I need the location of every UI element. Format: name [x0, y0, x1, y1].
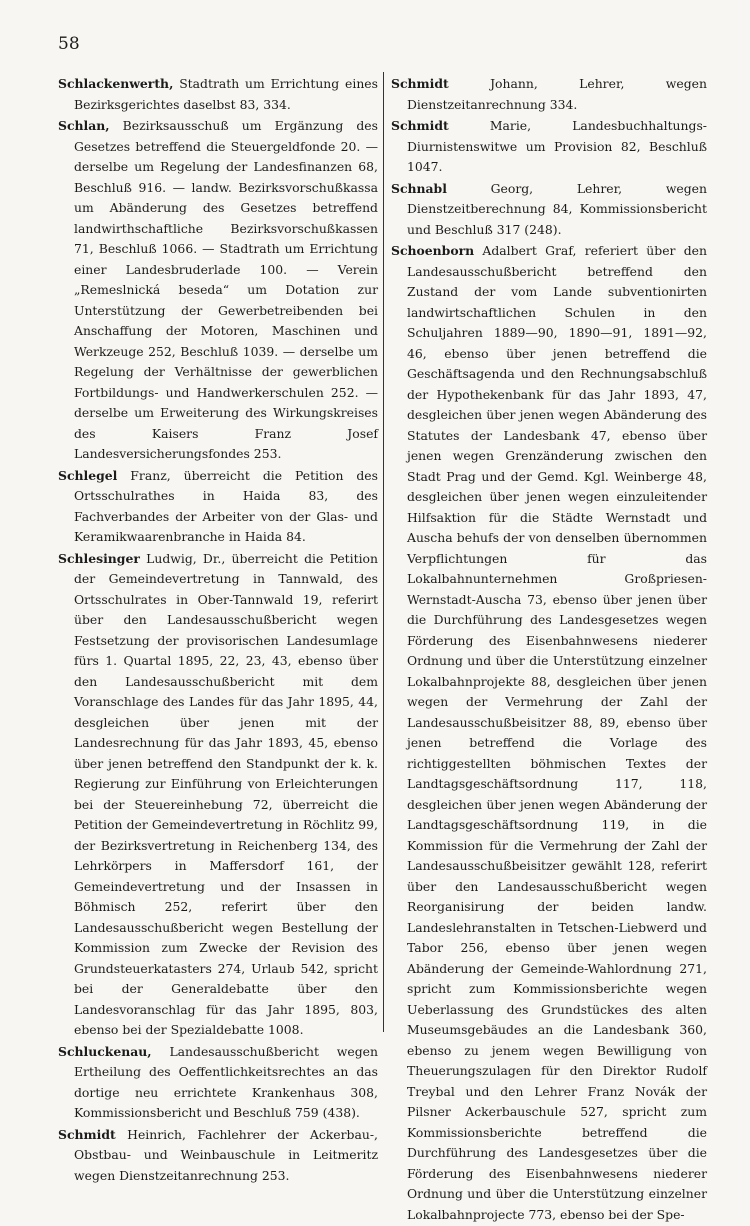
index-entry: [391, 241, 707, 1225]
index-entry: [58, 549, 378, 1041]
entry-text: Ludwig, Dr., überreicht die Petition der Gemeindevertretung in Tannwald, des Ortsschulrates in Ober-Tannwald 19, referirt über den Landesausschußbericht wegen Festsetzung der provisorischen Landesumlage fürs 1. Quartal 1895, 22, 23, 43, ebenso über den Landesausschußbericht mit dem Voranschlage des Landes für das Jahr 1895, 44, desgleichen über jenen mit der Landesrechnung für das Jahr 1893, 45, ebenso über jenen betreffend den Standpunkt der k. k. Regierung zur Einführung von Erleichterungen bei der Steuereinhebung 72, überreicht die Petition der Gemeindevertretung in Röchlitz 99, der Bezirksvertretung in Reichenberg 134, des Lehrkörpers in Maffersdorf 161, der Gemeindevertretung und der Insassen in Böhmisch 252, referirt über den Landesausschußbericht wegen Bestellung der Kommission zum Zwecke der Revision des Grundsteuerkatasters 274, Urlaub 542, spricht bei der Generaldebatte über den Landesvoranschlag für das Jahr 1895, 803, ebenso bei der Spezialdebatte 1008.: [74, 550, 378, 1037]
index-entry: [58, 1042, 378, 1124]
entry-name: Schlackenwerth,: [58, 76, 174, 91]
entry-name: Schlesinger: [58, 550, 140, 566]
entry-name: Schlan,: [58, 118, 110, 133]
entry-name: Schoenborn: [391, 243, 475, 258]
entry-text: Landesausschußbericht wegen Ertheilung des Oeffentlichkeitsrechtes an das dortige neu errichtete Krankenhaus 308, Kommissionsbericht und Beschluß 759 (438).: [74, 1043, 378, 1120]
entry-text: Franz, überreicht die Petition des Ortsschulrathes in Haida 83, des Fachverbandes der Arbeiter von der Glas- und Keramikwaarenbranche in Haida 84.: [74, 467, 378, 544]
left-column: [58, 74, 378, 1187]
entry-name: Schlegel: [58, 467, 118, 483]
column-divider: [383, 72, 384, 1032]
index-entry: [58, 116, 378, 465]
entry-name: Schmidt: [391, 118, 449, 133]
entry-text: Adalbert Graf, referiert über den Landesausschußbericht betreffend den Zustand der vom Lande subventionirten landwirtschaftlichen Schulen in den Schuljahren 1889—90, 1890—91, 1891—92, 46, ebenso über jenen betreffend die Geschäftsagenda und den Rechnungsabschluß der Hypothekenbank für das Jahr 1893, 47, desgleichen über jenen wegen Abänderung des Statutes der Landesbank 47, ebenso über jenen wegen Grenzänderung zwischen den Stadt Prag und der Gemd. Kgl. Weinberge 48, desgleichen über jenen wegen einzuleitender Hilfsaktion für die Städte Wernstadt und Auscha behufs der von denselben übernommen Verpflichtungen für das Lokalbahnunternehmen Großpriesen-Wernstadt-Auscha 73, ebenso über jenen über die Durchführung des Landesgesetzes wegen Förderung des Eisenbahnwesens niederer Ordnung und über die Unterstützung einzelner Lokalbahnprojekte 88, desgleichen über jenen wegen der Vermehrung der Zahl der Landesausschußbeisitzer 88, 89, ebenso über jenen betreffend die Vorlage des richtiggestellten böhmischen Textes der Landtagsgeschäftsordnung 117, 118, desgleichen über jenen wegen Abänderung der Landtagsgeschäftsordnung 119, in die Kommission für die Vermehrung der Zahl der Landesausschußbeisitzer gewählt 128, referirt über den Landesausschußbericht wegen Reorganisirung der beiden landw. Landeslehranstalten in Tetschen-Liebwerd und Tabor 256, ebenso über jenen wegen Abänderung der Gemeinde-Wahlordnung 271, spricht zum Kommissionsberichte wegen Ueberlassung des Grundstückes des alten Museumsgebäudes an die Landesbank 360, ebenso zu jenem wegen Bewilligung von Theuerungszulagen für den Direktor Rudolf Treybal und den Lehrer Franz Novák der Pilsner Ackerbauschule 527, spricht zum Kommissionsberichte betreffend die Durchführung des Landesgesetzes über die Förderung des Eisenbahnwesens niederer Ordnung und über die Unterstützung einzelner Lokalbahnprojecte 773, ebenso bei der Spe-: [407, 243, 707, 1222]
entry-text: Stadtrath um Errichtung eines Bezirksgerichtes daselbst 83, 334.: [74, 76, 378, 112]
entry-text: Heinrich, Fachlehrer der Ackerbau-, Obstbau- und Weinbauschule in Leitmeritz wegen Dienstzeitanrechnung 253.: [74, 1126, 378, 1183]
page-number: 58: [58, 34, 80, 54]
entry-name: Schnabl: [391, 180, 447, 196]
entry-name: Schmidt: [58, 1126, 116, 1142]
index-entry: [58, 74, 378, 115]
index-entry: [391, 116, 707, 178]
entry-text: Bezirksausschuß um Ergänzung des Gesetzes betreffend die Steuergeldfonde 20. — derselbe um Regelung der Landesfinanzen 68, Beschluß 916. — landw. Bezirksvorschußkassa um Abänderung des Gesetzes betreffend landwirthschaftliche Bezirksvorschußkassen 71, Beschluß 1066. — Stadtrath um Errichtung einer Landesbruderlade 100. — Verein „Remeslnická beseda“ um Dotation zur Unterstützung der Gewerbetreibenden bei Anschaffung der Motoren, Maschinen und Werkzeuge 252, Beschluß 1039. — derselbe um Regelung der Verhältnisse der gewerblichen Fortbildungs- und Handwerkerschulen 252. — derselbe um Erweiterung des Wirkungskreises des Kaisers Franz Josef Landesversicherungsfondes 253.: [74, 118, 378, 461]
index-entry: [391, 179, 707, 241]
entry-text: Georg, Lehrer, wegen Dienstzeitberechnung 84, Kommissionsbericht und Beschluß 317 (248).: [407, 180, 707, 237]
entry-name: Schluckenau,: [58, 1043, 152, 1059]
index-entry: [391, 74, 707, 115]
index-entry: [58, 466, 378, 548]
entry-name: Schmidt: [391, 76, 449, 91]
index-entry: [58, 1125, 378, 1187]
entry-text: Marie, Landesbuchhaltungs-Diurnistenswitwe um Provision 82, Beschluß 1047.: [407, 118, 707, 174]
entry-text: Johann, Lehrer, wegen Dienstzeitanrechnung 334.: [407, 76, 707, 112]
right-column: [391, 74, 707, 1226]
